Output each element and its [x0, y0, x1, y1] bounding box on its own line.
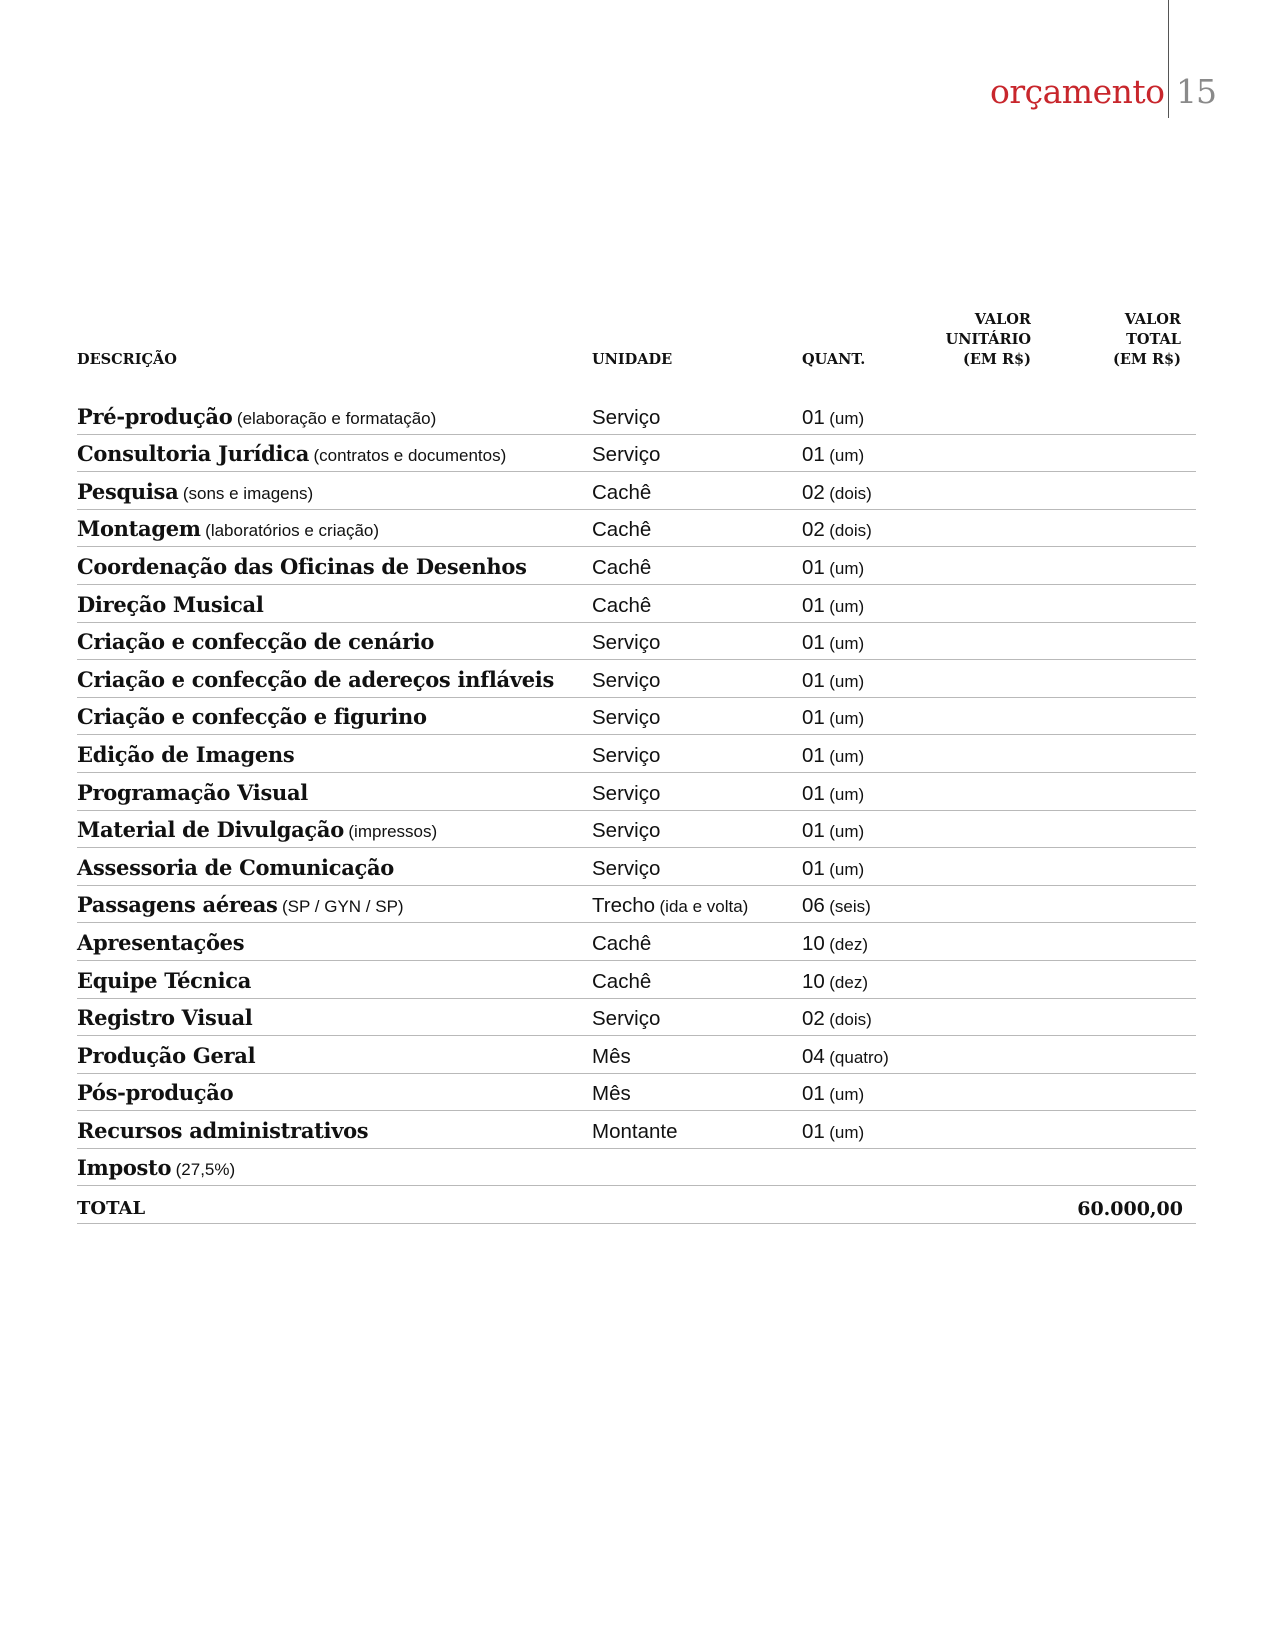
quantity-cell: [802, 893, 871, 921]
item-name: Equipe Técnica: [77, 967, 252, 993]
quantity-value: 10: [802, 931, 825, 955]
column-header-total-line: (EM R$): [1112, 351, 1181, 368]
unit-cell: [592, 1044, 631, 1072]
table-row: [77, 1149, 1196, 1187]
unit-value: Serviço: [592, 1007, 661, 1031]
unit-cell: [592, 969, 651, 997]
item-name: Registro Visual: [77, 1005, 253, 1031]
quantity-cell: [802, 931, 868, 959]
unit-value: Serviço: [592, 668, 661, 692]
total-row: [77, 1186, 1196, 1224]
column-header-unit-price-line: (EM R$): [962, 351, 1031, 368]
quantity-value: 10: [802, 969, 825, 993]
unit-cell: [592, 442, 660, 470]
table-row: [77, 1036, 1196, 1074]
table-header: [77, 310, 1196, 370]
table-row: [77, 623, 1196, 661]
total-value: 60.000,00: [1077, 1198, 1183, 1221]
item-note: (contratos e documentos): [313, 446, 507, 466]
item-name: Pesquisa: [77, 478, 179, 504]
quantity-value: 04: [802, 1044, 825, 1068]
item-name: Produção Geral: [77, 1042, 256, 1068]
item-name: Montagem: [77, 516, 201, 542]
description-cell: [77, 968, 251, 997]
quantity-cell: [802, 405, 864, 433]
unit-value: Serviço: [592, 405, 661, 429]
unit-cell: [592, 705, 660, 733]
item-name: Assessoria de Comunicação: [77, 854, 395, 880]
unit-value: Serviço: [592, 743, 661, 767]
table-row: [77, 397, 1196, 435]
item-name: Programação Visual: [77, 779, 308, 805]
table-row: [77, 961, 1196, 999]
column-header-total-line: TOTAL: [1126, 331, 1181, 348]
unit-value: Serviço: [592, 856, 661, 880]
unit-value: Cachê: [592, 480, 652, 504]
unit-cell: [592, 1081, 631, 1109]
quantity-cell: [802, 856, 864, 884]
item-name: Pós-produção: [77, 1080, 234, 1106]
description-cell: [77, 479, 313, 508]
table-body: [77, 397, 1196, 1186]
quantity-note: (um): [829, 784, 865, 804]
unit-value: Trecho: [592, 894, 656, 918]
table-row: [77, 472, 1196, 510]
description-cell: [77, 516, 379, 545]
unit-note: (ida e volta): [659, 897, 749, 917]
unit-value: Cachê: [592, 931, 652, 955]
item-note: (27,5%): [175, 1160, 236, 1180]
item-name: Consultoria Jurídica: [77, 441, 310, 467]
item-note: (impressos): [348, 822, 438, 842]
unit-cell: [592, 593, 651, 621]
table-row: [77, 698, 1196, 736]
quantity-note: (dez): [829, 972, 868, 992]
unit-value: Serviço: [592, 781, 661, 805]
item-note: (laboratórios e criação): [205, 521, 380, 541]
table-row: [77, 660, 1196, 698]
quantity-note: (um): [829, 596, 865, 616]
quantity-note: (um): [829, 634, 865, 654]
column-header-total: [1113, 310, 1181, 370]
table-row: [77, 848, 1196, 886]
unit-value: Cachê: [592, 518, 652, 542]
quantity-value: 01: [802, 668, 825, 692]
table-row: [77, 773, 1196, 811]
column-header-unit-price-line: VALOR: [974, 311, 1031, 328]
item-name: Recursos administrativos: [77, 1117, 369, 1143]
quantity-note: (dez): [829, 934, 868, 954]
description-cell: [77, 892, 404, 921]
item-note: (SP / GYN / SP): [282, 897, 404, 917]
quantity-cell: [802, 969, 868, 997]
item-note: (sons e imagens): [182, 483, 314, 503]
table-row: [77, 547, 1196, 585]
description-cell: [77, 629, 434, 658]
description-cell: [77, 404, 436, 433]
quantity-cell: [802, 1044, 889, 1072]
column-header-description: DESCRIÇÃO: [77, 351, 177, 368]
table-row: [77, 923, 1196, 961]
quantity-cell: [802, 705, 864, 733]
quantity-note: (um): [829, 1085, 865, 1105]
column-header-total-line: VALOR: [1124, 311, 1181, 328]
unit-cell: [592, 517, 651, 545]
description-cell: [77, 1080, 233, 1109]
column-header-unit-price-line: UNITÁRIO: [945, 331, 1031, 348]
unit-value: Cachê: [592, 969, 652, 993]
description-cell: [77, 1155, 235, 1184]
quantity-cell: [802, 593, 864, 621]
table-row: [77, 1074, 1196, 1112]
unit-cell: [592, 781, 660, 809]
quantity-value: 01: [802, 706, 825, 730]
quantity-value: 01: [802, 405, 825, 429]
description-cell: [77, 441, 506, 470]
unit-value: Cachê: [592, 593, 652, 617]
column-header-unit: UNIDADE: [592, 351, 673, 368]
quantity-value: 01: [802, 1119, 825, 1143]
quantity-cell: [802, 630, 864, 658]
unit-cell: [592, 555, 651, 583]
description-cell: [77, 592, 264, 621]
unit-cell: [592, 856, 660, 884]
item-name: Material de Divulgação: [77, 817, 344, 843]
quantity-note: (um): [829, 822, 865, 842]
description-cell: [77, 667, 554, 696]
unit-cell: [592, 743, 660, 771]
table-row: [77, 435, 1196, 473]
item-name: Direção Musical: [77, 591, 264, 617]
quantity-cell: [802, 517, 872, 545]
table-row: [77, 585, 1196, 623]
quantity-note: (um): [829, 746, 865, 766]
quantity-note: (um): [829, 1122, 865, 1142]
unit-value: Mês: [592, 1082, 631, 1106]
column-header-quantity: QUANT.: [802, 351, 866, 368]
description-cell: [77, 817, 437, 846]
quantity-note: (um): [829, 558, 865, 578]
item-name: Passagens aéreas: [77, 892, 278, 918]
description-cell: [77, 930, 244, 959]
quantity-value: 01: [802, 631, 825, 655]
quantity-cell: [802, 818, 864, 846]
item-name: Criação e confecção de cenário: [77, 629, 435, 655]
item-name: Criação e confecção de adereços infláveis: [77, 666, 554, 692]
quantity-value: 02: [802, 480, 825, 504]
description-cell: [77, 1118, 368, 1147]
description-cell: [77, 1005, 252, 1034]
table-row: [77, 886, 1196, 924]
description-cell: [77, 780, 308, 809]
item-name: Coordenação das Oficinas de Desenhos: [77, 553, 527, 579]
unit-cell: [592, 405, 660, 433]
quantity-note: (dois): [829, 521, 872, 541]
unit-cell: [592, 818, 660, 846]
table-row: [77, 510, 1196, 548]
unit-cell: [592, 480, 651, 508]
unit-cell: [592, 630, 660, 658]
page-number: 15: [1176, 72, 1216, 111]
section-title: orçamento: [990, 72, 1165, 111]
description-cell: [77, 554, 527, 583]
budget-table: [77, 310, 1196, 1224]
quantity-note: (quatro): [829, 1047, 889, 1067]
description-cell: [77, 704, 427, 733]
quantity-note: (um): [829, 859, 865, 879]
quantity-value: 02: [802, 518, 825, 542]
quantity-note: (um): [829, 671, 865, 691]
quantity-value: 01: [802, 1082, 825, 1106]
quantity-note: (um): [829, 408, 865, 428]
column-header-unit-price: [946, 310, 1031, 370]
item-note: (elaboração e formatação): [236, 408, 437, 428]
item-name: Criação e confecção e figurino: [77, 704, 427, 730]
quantity-note: (dois): [829, 483, 872, 503]
quantity-cell: [802, 555, 864, 583]
item-name: Edição de Imagens: [77, 741, 295, 767]
table-row: [77, 735, 1196, 773]
unit-cell: [592, 1006, 660, 1034]
unit-cell: [592, 931, 651, 959]
table-row: [77, 999, 1196, 1037]
table-row: [77, 1111, 1196, 1149]
item-name: Apresentações: [77, 929, 245, 955]
unit-cell: [592, 1119, 677, 1147]
unit-value: Cachê: [592, 555, 652, 579]
description-cell: [77, 1043, 255, 1072]
description-cell: [77, 742, 294, 771]
quantity-note: (um): [829, 446, 865, 466]
table-row: [77, 811, 1196, 849]
quantity-value: 01: [802, 443, 825, 467]
total-label: TOTAL: [77, 1198, 146, 1220]
unit-value: Serviço: [592, 443, 661, 467]
quantity-cell: [802, 743, 864, 771]
quantity-value: 01: [802, 819, 825, 843]
quantity-note: (seis): [829, 897, 871, 917]
quantity-cell: [802, 1119, 864, 1147]
unit-value: Serviço: [592, 631, 661, 655]
quantity-cell: [802, 668, 864, 696]
item-name: Imposto: [77, 1155, 172, 1181]
quantity-note: (dois): [829, 1010, 872, 1030]
unit-value: Serviço: [592, 706, 661, 730]
quantity-value: 01: [802, 555, 825, 579]
unit-value: Mês: [592, 1044, 631, 1068]
unit-cell: [592, 668, 660, 696]
unit-value: Montante: [592, 1119, 678, 1143]
quantity-value: 02: [802, 1007, 825, 1031]
quantity-cell: [802, 781, 864, 809]
quantity-cell: [802, 442, 864, 470]
quantity-value: 01: [802, 743, 825, 767]
item-name: Pré-produção: [77, 403, 233, 429]
quantity-value: 01: [802, 781, 825, 805]
unit-cell: [592, 893, 748, 921]
description-cell: [77, 855, 394, 884]
header-divider: [1168, 0, 1169, 118]
quantity-value: 01: [802, 856, 825, 880]
quantity-value: 01: [802, 593, 825, 617]
quantity-cell: [802, 1081, 864, 1109]
quantity-note: (um): [829, 709, 865, 729]
unit-value: Serviço: [592, 819, 661, 843]
quantity-cell: [802, 480, 872, 508]
quantity-cell: [802, 1006, 872, 1034]
quantity-value: 06: [802, 894, 825, 918]
